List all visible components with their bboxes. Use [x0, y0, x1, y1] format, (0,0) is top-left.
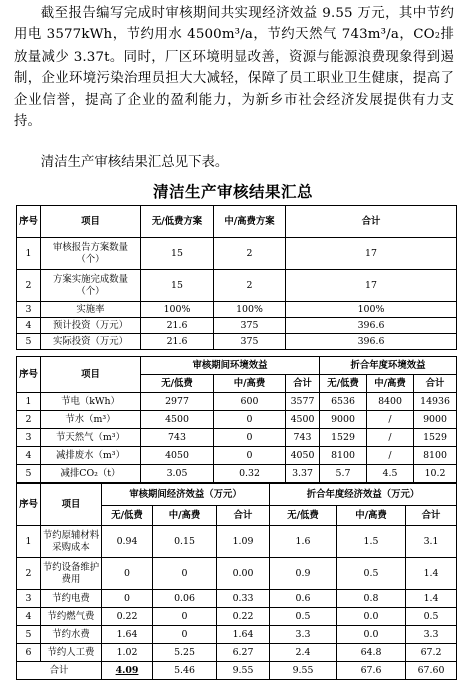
cell: 3.3 [270, 626, 337, 644]
cell: 0.33 [217, 590, 270, 608]
cell: 6536 [320, 393, 367, 411]
econ-header-index: 序号 [17, 484, 41, 526]
summary-header-high: 中/高费方案 [214, 206, 286, 238]
cell: 1.64 [102, 626, 153, 644]
cell: 0.5 [270, 608, 337, 626]
cell: 3 [17, 590, 41, 608]
cell: 396.6 [286, 334, 457, 350]
cell: 4050 [141, 447, 214, 465]
table-row [17, 393, 457, 411]
cell: 5 [17, 334, 41, 350]
cell: 3.05 [141, 465, 214, 483]
cell: 10.2 [414, 465, 457, 483]
cell: 0.0 [337, 626, 406, 644]
cell: 1529 [414, 429, 457, 447]
cell: / [367, 429, 414, 447]
co2-subscript: 2 [434, 31, 441, 41]
econ-header-item: 项目 [41, 484, 102, 526]
cell: 0.22 [217, 608, 270, 626]
cell: 节天然气（m³） [41, 429, 141, 447]
cell: 3 [17, 302, 41, 318]
cell: 1.4 [406, 590, 457, 608]
summary-header-index: 序号 [17, 206, 41, 238]
cell: 743 [286, 429, 320, 447]
env-sub-low: 无/低费 [141, 375, 214, 393]
env-header-annual: 折合年度环境效益 [320, 357, 457, 375]
cell: 4 [17, 608, 41, 626]
cell: 0.8 [337, 590, 406, 608]
cell: 2 [17, 270, 41, 302]
cell: 1 [17, 526, 41, 558]
cell: 0.9 [270, 558, 337, 590]
cell: 8400 [367, 393, 414, 411]
econ-total-row [17, 662, 457, 680]
cell: 375 [214, 334, 286, 350]
econ-benefit-table [16, 483, 457, 680]
cell: 方案实施完成数量（个） [41, 270, 141, 302]
body-paragraph [14, 3, 454, 132]
table-row [17, 590, 457, 608]
cell: 6.27 [217, 644, 270, 662]
table-row [17, 447, 457, 465]
cell: 4500 [141, 411, 214, 429]
cell: 5 [17, 465, 41, 483]
cell: 节电（kWh） [41, 393, 141, 411]
cell: 15 [141, 238, 214, 270]
econ-header-row-1 [17, 484, 457, 506]
cell: 9000 [320, 411, 367, 429]
table-caption: 清洁生产审核结果汇总 [152, 183, 313, 201]
cell: 21.6 [141, 334, 214, 350]
table-row [17, 411, 457, 429]
cell: 0.32 [214, 465, 286, 483]
table-row [17, 526, 457, 558]
cell: 5.7 [320, 465, 367, 483]
total-high-annual: 67.6 [337, 662, 406, 680]
env-header-item: 项目 [41, 357, 141, 393]
cell: 0.5 [337, 558, 406, 590]
table-row [17, 429, 457, 447]
cell: 1.4 [406, 558, 457, 590]
cell: 100% [286, 302, 457, 318]
cell: 0.00 [217, 558, 270, 590]
cell: 节水（m³） [41, 411, 141, 429]
cell: 21.6 [141, 318, 214, 334]
table-row [17, 608, 457, 626]
cell: 100% [141, 302, 214, 318]
cell: 2977 [141, 393, 214, 411]
cell: 减排废水（m³） [41, 447, 141, 465]
table-row [17, 626, 457, 644]
total-high: 5.46 [153, 662, 217, 680]
summary-header-item: 项目 [41, 206, 141, 238]
cell: 64.8 [337, 644, 406, 662]
cell: 0 [102, 558, 153, 590]
cell: 减排CO₂（t） [41, 465, 141, 483]
cell: 0.0 [337, 608, 406, 626]
summary-table [16, 205, 457, 350]
cell: 6 [17, 644, 41, 662]
cell: 节约水费 [41, 626, 102, 644]
cell: 0 [153, 558, 217, 590]
table-row [17, 238, 457, 270]
cell: 3.37 [286, 465, 320, 483]
table-row [17, 558, 457, 590]
cell: 2 [214, 238, 286, 270]
cell: 17 [286, 238, 457, 270]
cell: 0.5 [406, 608, 457, 626]
cell: 15 [141, 270, 214, 302]
econ-sub-low-annual: 无/低费 [270, 506, 337, 526]
cell: 4500 [286, 411, 320, 429]
cell: 1.09 [217, 526, 270, 558]
env-sub-total-annual: 合计 [414, 375, 457, 393]
cell: 2 [214, 270, 286, 302]
cell: 5 [17, 626, 41, 644]
econ-header-period: 审核期间经济效益（万元） [102, 484, 270, 506]
cell: 0.06 [153, 590, 217, 608]
cell: 实施率 [41, 302, 141, 318]
cell: 0 [214, 429, 286, 447]
cell: 4.5 [367, 465, 414, 483]
intro-line: 清洁生产审核结果汇总见下表。 [40, 155, 229, 170]
paragraph-text-2: 排放量减少 3.37t。同时，厂区环境明显改善，资源与能源浪费现象得到遏制，企业环境污染治理员担大大减轻，保障了员工职业卫生健康，提高了企业信誉，提高了企业的盈利能力，为新乡市社会经济发展提供有力支持。 [14, 27, 454, 130]
env-header-index: 序号 [17, 357, 41, 393]
cell: 1.02 [102, 644, 153, 662]
total-sum: 9.55 [217, 662, 270, 680]
cell: 100% [214, 302, 286, 318]
cell: 1 [17, 238, 41, 270]
cell: 0.15 [153, 526, 217, 558]
cell: 0.6 [270, 590, 337, 608]
cell: 实际投资（万元） [41, 334, 141, 350]
paragraph-text-1: 截至报告编写完成时审核期间共实现经济效益 9.55 万元，其中节约用电 3577kWh，节约用水 4500m³/a，节约天然气 743m³/a，CO [14, 6, 454, 43]
econ-sub-total-annual: 合计 [406, 506, 457, 526]
cell: 0 [214, 447, 286, 465]
econ-sub-low: 无/低费 [102, 506, 153, 526]
cell: 1.6 [270, 526, 337, 558]
cell: 0.94 [102, 526, 153, 558]
total-low: 4.09 [102, 662, 153, 680]
cell: 8100 [414, 447, 457, 465]
cell: 4 [17, 318, 41, 334]
econ-sub-total: 合计 [217, 506, 270, 526]
cell: 1.64 [217, 626, 270, 644]
cell: 3.1 [406, 526, 457, 558]
table-row [17, 318, 457, 334]
cell: 节约原辅材料采购成本 [41, 526, 102, 558]
cell: 0.22 [102, 608, 153, 626]
cell: 2 [17, 558, 41, 590]
env-benefit-table [16, 356, 457, 483]
cell: 9000 [414, 411, 457, 429]
table-row [17, 465, 457, 483]
total-low-annual: 9.55 [270, 662, 337, 680]
cell: 节约燃气费 [41, 608, 102, 626]
econ-header-annual: 折合年度经济效益（万元） [270, 484, 457, 506]
table-row [17, 644, 457, 662]
cell: 节约设备维护费用 [41, 558, 102, 590]
table-row [17, 302, 457, 318]
cell: 3 [17, 429, 41, 447]
cell: 0 [102, 590, 153, 608]
cell: 1 [17, 393, 41, 411]
summary-header-total: 合计 [286, 206, 457, 238]
summary-header-low: 无/低费方案 [141, 206, 214, 238]
total-sum-annual: 67.60 [406, 662, 457, 680]
cell: 600 [214, 393, 286, 411]
cell: 2 [17, 411, 41, 429]
cell: 8100 [320, 447, 367, 465]
cell: 3577 [286, 393, 320, 411]
cell: 4 [17, 447, 41, 465]
cell: / [367, 447, 414, 465]
table-row [17, 334, 457, 350]
cell: 743 [141, 429, 214, 447]
cell: 3.3 [406, 626, 457, 644]
env-sub-high-annual: 中/高费 [367, 375, 414, 393]
env-sub-high: 中/高费 [214, 375, 286, 393]
summary-header-row [17, 206, 457, 238]
cell: 1.5 [337, 526, 406, 558]
econ-sub-high: 中/高费 [153, 506, 217, 526]
cell: 0 [153, 608, 217, 626]
cell: 1529 [320, 429, 367, 447]
env-header-row-1 [17, 357, 457, 375]
cell: 67.2 [406, 644, 457, 662]
cell: 0 [153, 626, 217, 644]
cell: 396.6 [286, 318, 457, 334]
cell: 17 [286, 270, 457, 302]
cell: 审核报告方案数量（个） [41, 238, 141, 270]
cell: / [367, 411, 414, 429]
table-row [17, 270, 457, 302]
env-header-period: 审核期间环境效益 [141, 357, 320, 375]
econ-sub-high-annual: 中/高费 [337, 506, 406, 526]
cell: 4050 [286, 447, 320, 465]
cell: 预计投资（万元） [41, 318, 141, 334]
cell: 节约人工费 [41, 644, 102, 662]
cell: 5.25 [153, 644, 217, 662]
env-sub-total: 合计 [286, 375, 320, 393]
total-label: 合计 [17, 662, 102, 680]
cell: 14936 [414, 393, 457, 411]
cell: 2.4 [270, 644, 337, 662]
env-sub-low-annual: 无/低费 [320, 375, 367, 393]
cell: 0 [214, 411, 286, 429]
cell: 节约电费 [41, 590, 102, 608]
cell: 375 [214, 318, 286, 334]
